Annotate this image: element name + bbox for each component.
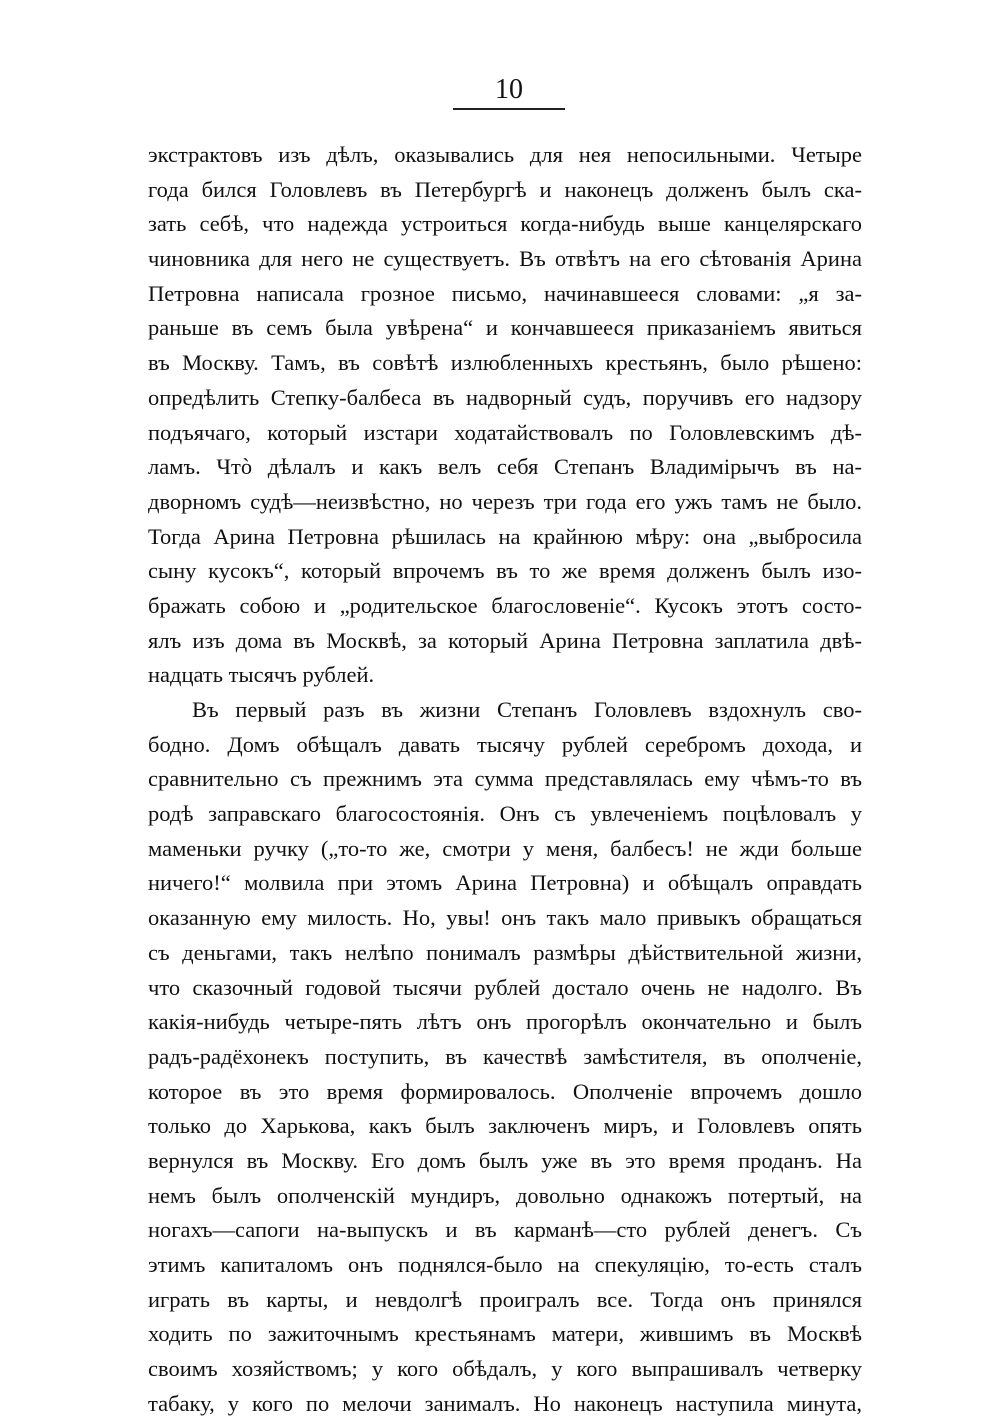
text-line: раньше въ семъ была увѣрена“ и кончавшееся приказаніемъ явиться: [148, 315, 862, 341]
text-line: какія-нибудь четыре-пять лѣтъ онъ прогорѣлъ окончательно и былъ: [148, 1009, 862, 1035]
page-number-rule: [453, 108, 565, 110]
text-line: ялъ изъ дома въ Москвѣ, за который Арина Петровна заплатила двѣ-: [148, 627, 862, 653]
text-line: ламъ. Чтò дѣлалъ и какъ велъ себя Степанъ Владимірычъ въ на-: [148, 454, 862, 480]
text-line: сравнительно съ прежнимъ эта сумма представлялась ему чѣмъ-то въ: [148, 766, 862, 792]
text-line: оказанную ему милость. Но, увы! онъ такъ мало привыкъ обращаться: [148, 905, 862, 931]
text-line: года бился Головлевъ въ Петербургѣ и наконецъ долженъ былъ ска-: [148, 176, 862, 202]
text-line: только до Харькова, какъ былъ заключенъ миръ, и Головлевъ опять: [148, 1113, 862, 1139]
text-line: которое въ это время формировалось. Ополченіе впрочемъ дошло: [148, 1078, 862, 1104]
text-line: зать себѣ, что надежда устроиться когда-нибудь выше канцелярскаго: [148, 211, 862, 237]
text-line: опредѣлить Степку-балбеса въ надворный судъ, поручивъ его надзору: [148, 384, 862, 410]
text-line: немъ былъ ополченскій мундиръ, довольно однакожъ потертый, на: [148, 1182, 862, 1208]
text-line: бражать собою и „родительское благословеніе“. Кусокъ этотъ состо-: [148, 592, 862, 618]
text-line: ходить по зажиточнымъ крестьянамъ матери, жившимъ въ Москвѣ: [148, 1321, 862, 1347]
text-line: своимъ хозяйствомъ; у кого обѣдалъ, у кого выпрашивалъ четверку: [148, 1356, 862, 1382]
text-line: вернулся въ Москву. Его домъ былъ уже въ это время проданъ. На: [148, 1147, 862, 1173]
text-line: Въ первый разъ въ жизни Степанъ Головлевъ вздохнулъ сво-: [192, 697, 862, 722]
text-line: Тогда Арина Петровна рѣшилась на крайнюю мѣру: она „выбросила: [148, 523, 862, 549]
text-line: родѣ заправскаго благосостоянія. Онъ съ увлеченіемъ поцѣловалъ у: [148, 801, 862, 827]
text-line: этимъ капиталомъ онъ поднялся-было на спекуляцію, то-есть сталъ: [148, 1252, 862, 1277]
text-line: радъ-радёхонекъ поступить, въ качествѣ замѣстителя, въ ополченіе,: [148, 1043, 862, 1069]
text-line: что сказочный годовой тысячи рублей достало очень не надолго. Въ: [148, 974, 862, 1000]
text-line: въ Москву. Тамъ, въ совѣтѣ излюбленныхъ крестьянъ, было рѣшено:: [148, 350, 862, 376]
text-line: ногахъ—сапоги на-выпускъ и въ карманѣ—сто рублей денегъ. Съ: [148, 1217, 862, 1243]
text-line: маменьки ручку („то-то же, смотри у меня, балбесъ! не жди больше: [148, 835, 862, 861]
text-line: табаку, у кого по мелочи занималъ. Но наконецъ наступила минута,: [148, 1390, 862, 1416]
text-line: играть въ карты, и невдолгѣ проигралъ все. Тогда онъ принялся: [148, 1286, 862, 1312]
text-line: надцать тысячъ рублей.: [148, 662, 375, 688]
page-number: 10: [495, 74, 523, 105]
text-line: экстрактовъ изъ дѣлъ, оказывались для нея непосильными. Четыре: [148, 142, 862, 167]
text-line: съ деньгами, такъ нелѣпо понималъ размѣры дѣйствительной жизни,: [148, 939, 862, 965]
text-line: ничего!“ молвила при этомъ Арина Петровна) и обѣщалъ оправдать: [148, 870, 862, 896]
paragraph: [148, 693, 862, 1421]
text-line: чиновника для него не существуетъ. Въ отвѣтъ на его сѣтованія Арина: [148, 246, 862, 272]
paragraph: [148, 138, 862, 693]
page-body: [148, 138, 862, 1421]
text-line: сыну кусокъ“, который впрочемъ въ то же время долженъ былъ изо-: [148, 558, 862, 584]
text-line: Петровна написала грозное письмо, начинавшееся словами: „я за-: [148, 280, 862, 306]
text-line: дворномъ судѣ—неизвѣстно, но черезъ три года его ужъ тамъ не было.: [148, 488, 862, 514]
text-line: бодно. Домъ обѣщалъ давать тысячу рублей серебромъ дохода, и: [148, 731, 862, 757]
text-line: подъячаго, который изстари ходатайствовалъ по Головлевскимъ дѣ-: [148, 419, 862, 445]
